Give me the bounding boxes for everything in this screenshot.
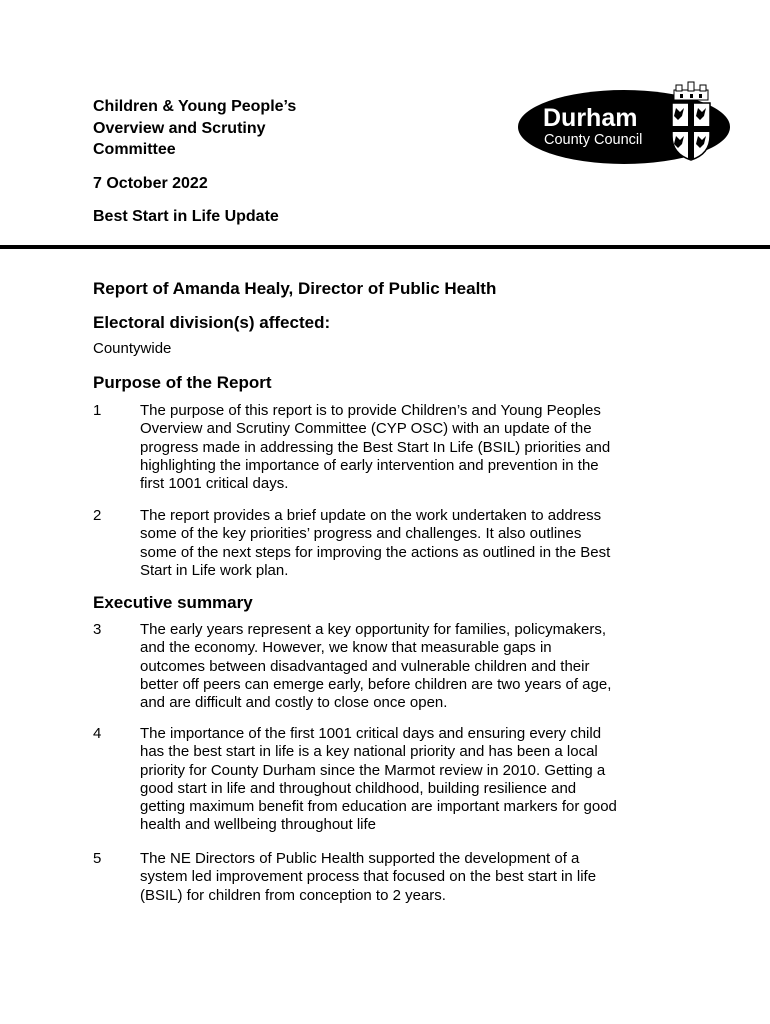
report-author: Report of Amanda Healy, Director of Public Health: [93, 279, 497, 298]
report-subtitle: Best Start in Life Update: [93, 208, 279, 225]
crown-icon: [674, 82, 708, 100]
meeting-date: 7 October 2022: [93, 175, 208, 192]
electoral-heading: Electoral division(s) affected:: [93, 313, 331, 332]
paragraph-text: The NE Directors of Public Health supported the development of a system led improvement process that focused on the best start in life (BSIL) for children from conception to 2 years.: [140, 850, 597, 904]
committee-line-2: Overview and Scrutiny: [93, 119, 266, 137]
paragraph-text: The purpose of this report is to provide Children’s and Young Peoples Overview and Scrutiny Committee (CYP OSC) with an update of the progress made in addressing the Best Start In Life (BSIL) priorities and highlighting the importance of early intervention and prevention in the first 1001 critical days.: [140, 402, 611, 493]
paragraph-number: 1: [93, 402, 102, 419]
paragraph-number: 5: [93, 850, 102, 867]
durham-county-council-logo: [516, 76, 732, 166]
committee-line-1: Children & Young People’s: [93, 98, 297, 115]
logo-tagline: County Council: [544, 132, 643, 148]
logo-name: Durham: [543, 104, 638, 132]
electoral-value: Countywide: [93, 340, 172, 357]
committee-name: [93, 96, 393, 161]
paragraph-number: 2: [93, 507, 102, 524]
paragraph-number: 3: [93, 621, 102, 638]
header-divider: [0, 245, 770, 249]
shield-icon: [672, 103, 710, 160]
paragraph-number: 4: [93, 725, 102, 742]
purpose-heading: Purpose of the Report: [93, 373, 272, 392]
paragraph-text: The report provides a brief update on the work undertaken to address some of the key priorities’ progress and challenges. It also outlines some of the next steps for improving the actions as outlined in the Best Start in Life work plan.: [140, 507, 611, 579]
paragraph-text: The importance of the first 1001 critical days and ensuring every child has the best start in life is a key national priority and has been a local priority for County Durham since the Marmot review in 2010. Getting a good start in life and throughout childhood, building resilience and getting maximum benefit from education are important markers for good health and wellbeing throughout life: [140, 725, 617, 834]
committee-line-3: Committee: [93, 141, 176, 158]
paragraph-text: The early years represent a key opportunity for families, policymakers, and the economy. However, we know that measurable gaps in outcomes between disadvantaged and vulnerable children and their better off peers can emerge early, before children are two years of age, and are difficult and costly to close once open.: [140, 621, 612, 712]
executive-heading: Executive summary: [93, 593, 253, 612]
